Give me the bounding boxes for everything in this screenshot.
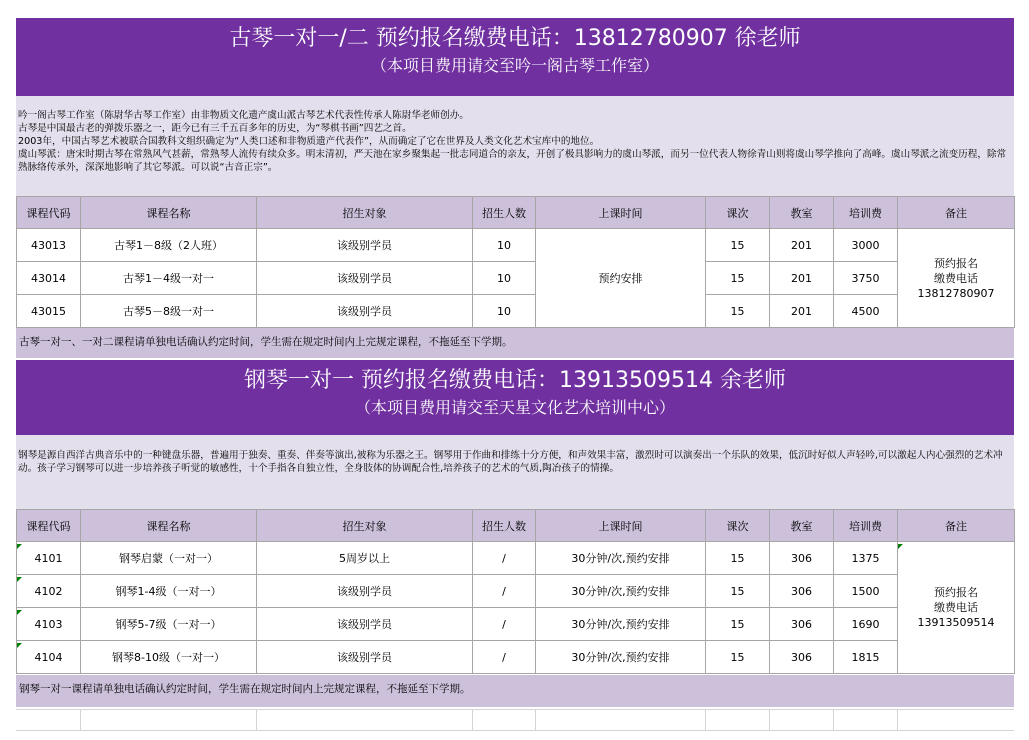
header-fee: 培训费 (834, 510, 898, 542)
cell-count[interactable]: 10 (473, 262, 536, 295)
cell-classes[interactable]: 15 (706, 608, 770, 641)
table-row (17, 295, 1015, 328)
cell-code[interactable]: 4101 (17, 542, 81, 575)
table-row (17, 262, 1015, 295)
description-line: 2003年，中国古琴艺术被联合国教科文组织确定为“人类口述和非物质遗产代表作”，从而确定了它在世界及人类文化艺术宝库中的地位。 (18, 136, 600, 147)
table-row (17, 575, 1015, 608)
cell-fee[interactable]: 3000 (834, 229, 898, 262)
header-count: 招生人数 (473, 197, 536, 229)
table-header-row (17, 510, 1015, 542)
cell-count[interactable]: 10 (473, 295, 536, 328)
piano-description (16, 435, 1014, 509)
cell-time[interactable]: 30分钟/次,预约安排 (536, 542, 706, 575)
header-count: 招生人数 (473, 510, 536, 542)
remark-line: 缴费电话 (934, 601, 978, 614)
cell-remark-merged[interactable] (898, 229, 1015, 328)
guqin-course-table (16, 196, 1015, 328)
header-code: 课程代码 (17, 197, 81, 229)
remark-phone: 13913509514 (917, 616, 995, 629)
cell-remark-merged[interactable] (898, 542, 1015, 674)
cell-room[interactable]: 306 (770, 542, 834, 575)
cell-comment-indicator-icon (17, 544, 22, 549)
header-fee: 培训费 (834, 197, 898, 229)
cell-target[interactable]: 该级别学员 (257, 262, 473, 295)
empty-grid-row (16, 709, 1014, 731)
piano-note: 钢琴一对一课程请单独电话确认约定时间，学生需在规定时间内上完规定课程，不拖延至下学期。 (16, 675, 1014, 707)
cell-classes[interactable]: 15 (706, 641, 770, 674)
cell-time[interactable]: 30分钟/次,预约安排 (536, 608, 706, 641)
piano-title: 钢琴一对一 预约报名缴费电话：13913509514 余老师 (244, 368, 786, 393)
cell-code[interactable]: 43014 (17, 262, 81, 295)
cell-classes[interactable]: 15 (706, 295, 770, 328)
cell-name[interactable]: 钢琴启蒙（一对一） (81, 542, 257, 575)
cell-classes[interactable]: 15 (706, 575, 770, 608)
cell-target[interactable]: 5周岁以上 (257, 542, 473, 575)
header-code: 课程代码 (17, 510, 81, 542)
cell-code[interactable]: 43015 (17, 295, 81, 328)
cell-comment-indicator-icon (17, 610, 22, 615)
header-target: 招生对象 (257, 510, 473, 542)
piano-course-table (16, 509, 1015, 674)
cell-code[interactable]: 43013 (17, 229, 81, 262)
cell-comment-indicator-icon (17, 643, 22, 648)
header-remark: 备注 (898, 197, 1015, 229)
guqin-note: 古琴一对一、一对二课程请单独电话确认约定时间，学生需在规定时间内上完规定课程，不拖延至下学期。 (16, 328, 1014, 358)
cell-room[interactable]: 201 (770, 262, 834, 295)
cell-classes[interactable]: 15 (706, 542, 770, 575)
cell-name[interactable]: 钢琴1-4级（一对一） (81, 575, 257, 608)
piano-title-band (16, 360, 1014, 435)
cell-target[interactable]: 该级别学员 (257, 295, 473, 328)
cell-count[interactable]: / (473, 608, 536, 641)
cell-name[interactable]: 古琴1－4级一对一 (81, 262, 257, 295)
cell-count[interactable]: 10 (473, 229, 536, 262)
remark-phone: 13812780907 (917, 286, 995, 300)
cell-classes[interactable]: 15 (706, 229, 770, 262)
cell-schedule-merged[interactable]: 预约安排 (536, 229, 706, 328)
cell-fee[interactable]: 1690 (834, 608, 898, 641)
description-line: 古琴是中国最古老的弹拨乐器之一，距今已有三千五百多年的历史，为“琴棋书画”四艺之首。 (18, 123, 412, 134)
header-room: 教室 (770, 510, 834, 542)
piano-subtitle: （本项目费用请交至天星文化艺术培训中心） (354, 398, 675, 417)
cell-room[interactable]: 201 (770, 229, 834, 262)
cell-name[interactable]: 钢琴5-7级（一对一） (81, 608, 257, 641)
cell-name[interactable]: 钢琴8-10级（一对一） (81, 641, 257, 674)
cell-fee[interactable]: 1375 (834, 542, 898, 575)
cell-fee[interactable]: 1815 (834, 641, 898, 674)
guqin-description (16, 96, 1014, 196)
guqin-title-band (16, 18, 1014, 96)
description-line: 钢琴是源自西洋古典音乐中的一种键盘乐器，普遍用于独奏、重奏、伴奏等演出,被称为乐器之王。钢琴用于作曲和排练十分方便，和声效果丰富，激烈时可以演奏出一个乐队的效果，低沉时好似人声轻吟,可以激起人内心强烈的艺术冲动。孩子学习钢琴可以进一步培养孩子听觉的敏感性，十个手指各自独立性，全身肢体的协调配合性,培养孩子的艺术的气质,陶冶孩子的情操。 (18, 450, 1003, 474)
cell-fee[interactable]: 3750 (834, 262, 898, 295)
remark-line: 缴费电话 (934, 271, 978, 285)
table-row (17, 229, 1015, 262)
cell-count[interactable]: / (473, 542, 536, 575)
cell-code[interactable]: 4103 (17, 608, 81, 641)
remark-line: 预约报名 (934, 256, 978, 270)
cell-fee[interactable]: 4500 (834, 295, 898, 328)
header-classes: 课次 (706, 197, 770, 229)
cell-room[interactable]: 201 (770, 295, 834, 328)
cell-name[interactable]: 古琴1－8级（2人班） (81, 229, 257, 262)
cell-classes[interactable]: 15 (706, 262, 770, 295)
description-line: 吟一阁古琴工作室（陈尉华古琴工作室）由非物质文化遗产虞山派古琴艺术代表性传承人陈尉华老师创办。 (18, 110, 469, 121)
cell-time[interactable]: 30分钟/次,预约安排 (536, 575, 706, 608)
header-time: 上课时间 (536, 197, 706, 229)
header-room: 教室 (770, 197, 834, 229)
cell-count[interactable]: / (473, 575, 536, 608)
header-name: 课程名称 (81, 510, 257, 542)
table-header-row (17, 197, 1015, 229)
header-time: 上课时间 (536, 510, 706, 542)
table-row (17, 608, 1015, 641)
header-remark: 备注 (898, 510, 1015, 542)
description-line: 虞山琴派：唐宋时期古琴在常熟风气甚薪，常熟琴人流传有续众多。明末清初，严天池在家乡聚集起一批志同道合的亲友，开创了极具影响力的虞山琴派，而另一位代表人物徐青山则将虞山琴学推向了高峰。虞山琴派之流变历程，除常熟脉络传承外，深深地影响了其它琴派。可以说“古音正宗”。 (18, 149, 1007, 173)
remark-line: 预约报名 (934, 586, 978, 599)
cell-time[interactable]: 30分钟/次,预约安排 (536, 641, 706, 674)
cell-code[interactable]: 4104 (17, 641, 81, 674)
header-name: 课程名称 (81, 197, 257, 229)
guqin-subtitle: （本项目费用请交至吟一阁古琴工作室） (370, 56, 659, 75)
guqin-title: 古琴一对一/二 预约报名缴费电话：13812780907 徐老师 (229, 26, 801, 51)
cell-comment-indicator-icon (17, 577, 22, 582)
table-row (17, 641, 1015, 674)
header-classes: 课次 (706, 510, 770, 542)
cell-target[interactable]: 该级别学员 (257, 608, 473, 641)
cell-count[interactable]: / (473, 641, 536, 674)
table-row (17, 542, 1015, 575)
header-target: 招生对象 (257, 197, 473, 229)
cell-name[interactable]: 古琴5－8级一对一 (81, 295, 257, 328)
cell-target[interactable]: 该级别学员 (257, 641, 473, 674)
cell-target[interactable]: 该级别学员 (257, 575, 473, 608)
cell-fee[interactable]: 1500 (834, 575, 898, 608)
cell-room[interactable]: 306 (770, 575, 834, 608)
cell-room[interactable]: 306 (770, 641, 834, 674)
cell-comment-indicator-icon (898, 544, 903, 549)
cell-target[interactable]: 该级别学员 (257, 229, 473, 262)
cell-room[interactable]: 306 (770, 608, 834, 641)
cell-code[interactable]: 4102 (17, 575, 81, 608)
